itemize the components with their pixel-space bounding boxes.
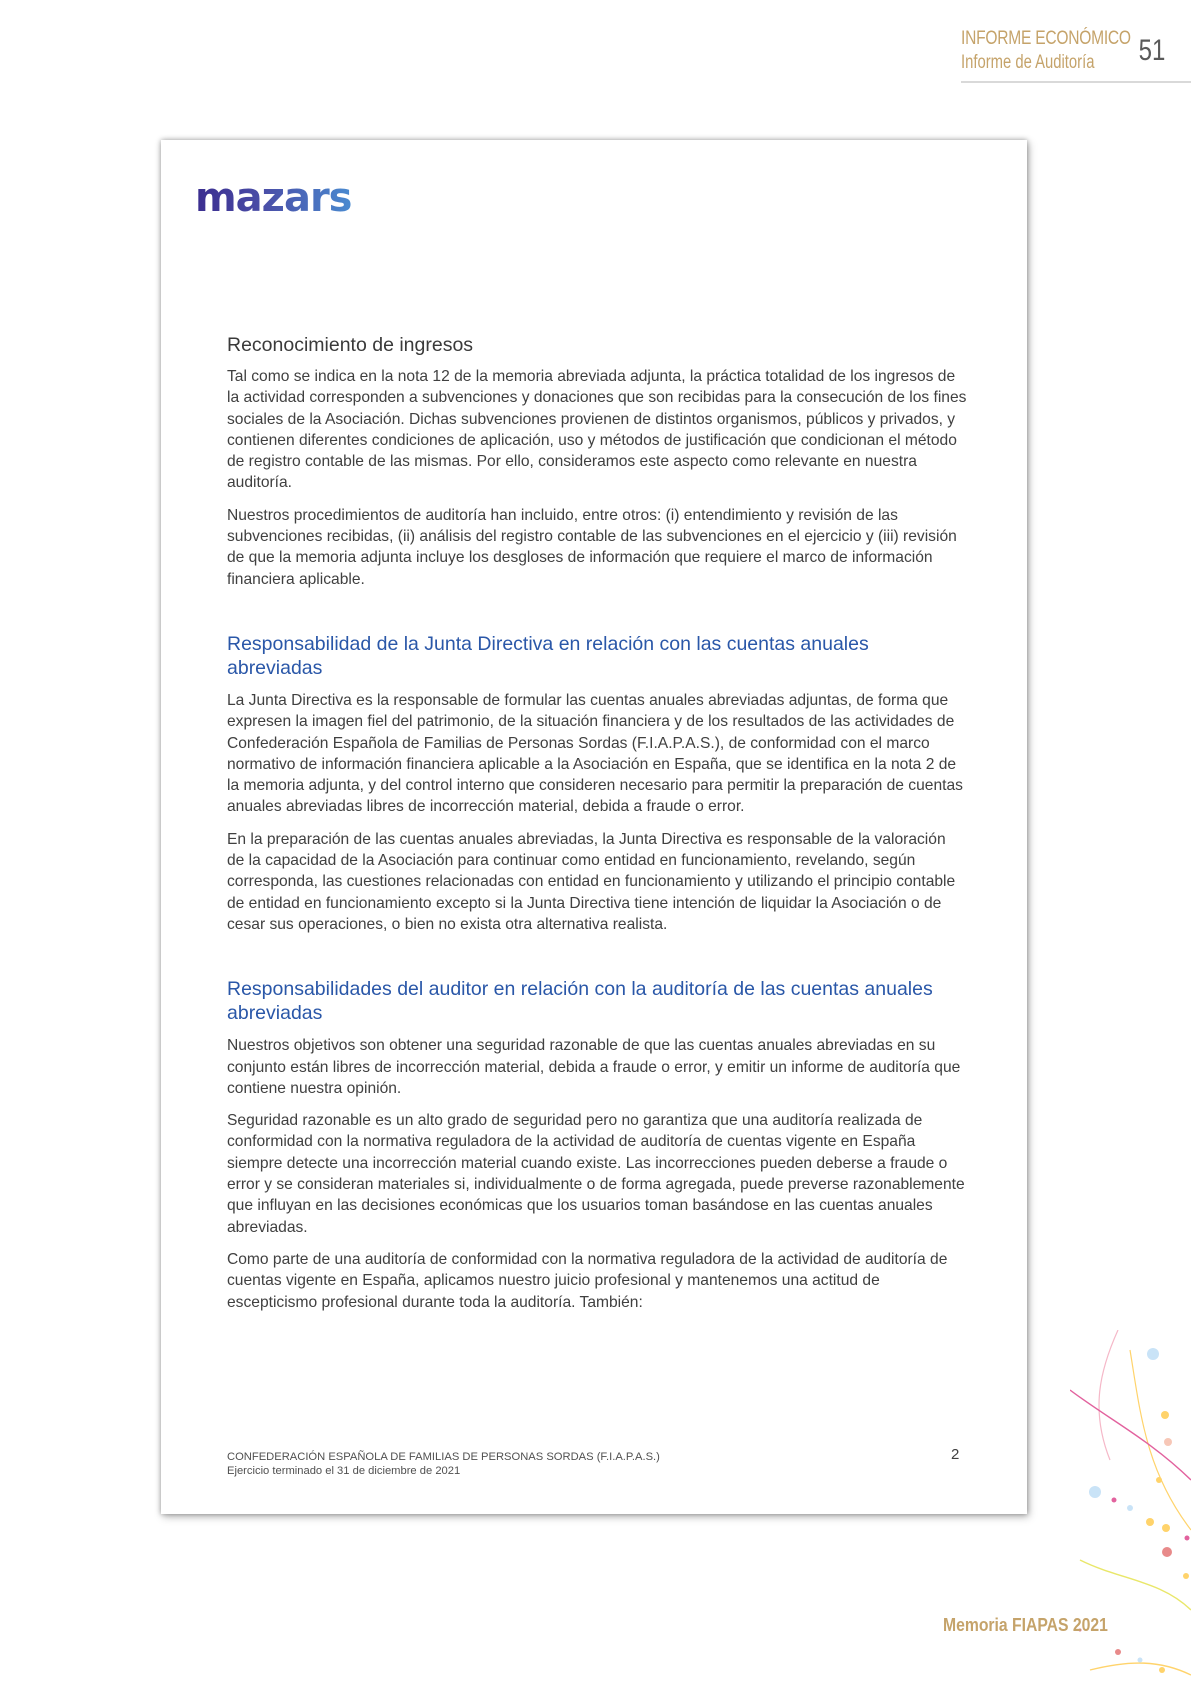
- scanned-audit-page: [161, 140, 1027, 1514]
- paragraph: La Junta Directiva es la responsable de formular las cuentas anuales abreviadas adjuntas, de forma que expresen la imagen fiel del patrimonio, de la situación financiera y de los resultados de las actividades de Confederación Española de Familias de Personas Sordas (F.I.A.P.A.S.), de conformidad con el marco normativo de información financiera aplicable a la Asociación en España, que se identifica en la nota 2 de la memoria adjunta, y del control interno que consideren necesario para permitir la preparación de cuentas anuales abreviadas libres de incorrección material, debida a fraude o error.: [227, 691, 963, 816]
- page-header: [961, 24, 1191, 84]
- audit-report-body: [227, 334, 967, 1324]
- header-rule: [961, 81, 1191, 83]
- header-section: INFORME ECONÓMICO: [961, 28, 1131, 49]
- header-page-number: 51: [1138, 34, 1165, 67]
- paragraph: En la preparación de las cuentas anuales abreviadas, la Junta Directiva es responsable de la valoración de la capacidad de la Asociación para continuar como entidad en funcionamiento, revelando, según corresponda, las cuestiones relacionadas con entidad en funcionamiento y utilizando el principio contable de entidad en funcionamiento excepto si la Junta Directiva tiene intención de liquidar la Asociación o de cesar sus operaciones, o bien no exista otra alternativa realista.: [227, 830, 956, 933]
- footer-brand: Memoria FIAPAS 2021: [943, 1614, 1108, 1635]
- paragraph: Nuestros procedimientos de auditoría han incluido, entre otros: (i) entendimiento y revisión de las subvenciones recibidas, (ii) análisis del registro contable de las subvenciones en el ejercicio y (iii) revisión de que la memoria adjunta incluye los desgloses de información que requiere el marco de información financiera aplicable.: [227, 506, 957, 588]
- paragraph: Como parte de una auditoría de conformidad con la normativa reguladora de la actividad de auditoría de cuentas vigente en España, aplicamos nuestro juicio profesional y mantenemos una actitud de escepticismo profesional durante toda la auditoría. También:: [227, 1250, 948, 1311]
- section-heading-board-responsibility: Responsabilidad de la Junta Directiva en relación con las cuentas anuales abreviadas: [227, 632, 869, 679]
- paragraph: Tal como se indica en la nota 12 de la memoria abreviada adjunta, la práctica totalidad de los ingresos de la actividad corresponden a subvenciones y donaciones que son recibidas para la consecución de los fines sociales de la Asociación. Dichas subvenciones provienen de distintos organismos, públicos y privados, y contienen diferentes condiciones de aplicación, uso y métodos de justificación que condicionan el método de registro contable de las mismas. Por ello, consideramos este aspecto como relevante en nuestra auditoría.: [227, 368, 967, 492]
- paragraph: Seguridad razonable es un alto grado de seguridad pero no garantiza que una auditoría realizada de conformidad con la normativa reguladora de la actividad de auditoría de cuentas vigente en España siempre detecte una incorrección material cuando existe. Las incorrecciones pueden deberse a fraude o error y se consideran materiales si, individualmente o de forma agregada, puede preverse razonablemente que influyan en las decisiones económicas que los usuarios toman basándose en las cuentas anuales abreviadas.: [227, 1112, 965, 1236]
- scan-footer: [227, 1450, 660, 1478]
- scan-footer-entity: CONFEDERACIÓN ESPAÑOLA DE FAMILIAS DE PERSONAS SORDAS (F.I.A.P.A.S.): [227, 1451, 660, 1463]
- paragraph: Nuestros objetivos son obtener una seguridad razonable de que las cuentas anuales abreviadas en su conjunto están libres de incorrección material, debida a fraude o error, y emitir un informe de auditoría que contiene nuestra opinión.: [227, 1037, 961, 1097]
- mazars-logo: mazars: [195, 175, 352, 221]
- scan-page-number: 2: [951, 1446, 960, 1463]
- header-subsection: Informe de Auditoría: [961, 52, 1095, 73]
- section-heading-revenue: Reconocimiento de ingresos: [227, 334, 474, 356]
- scan-footer-period: Ejercicio terminado el 31 de diciembre de 2021: [227, 1465, 461, 1477]
- section-heading-auditor-responsibility: Responsabilidades del auditor en relación con la auditoría de las cuentas anuales abreviadas: [227, 978, 933, 1025]
